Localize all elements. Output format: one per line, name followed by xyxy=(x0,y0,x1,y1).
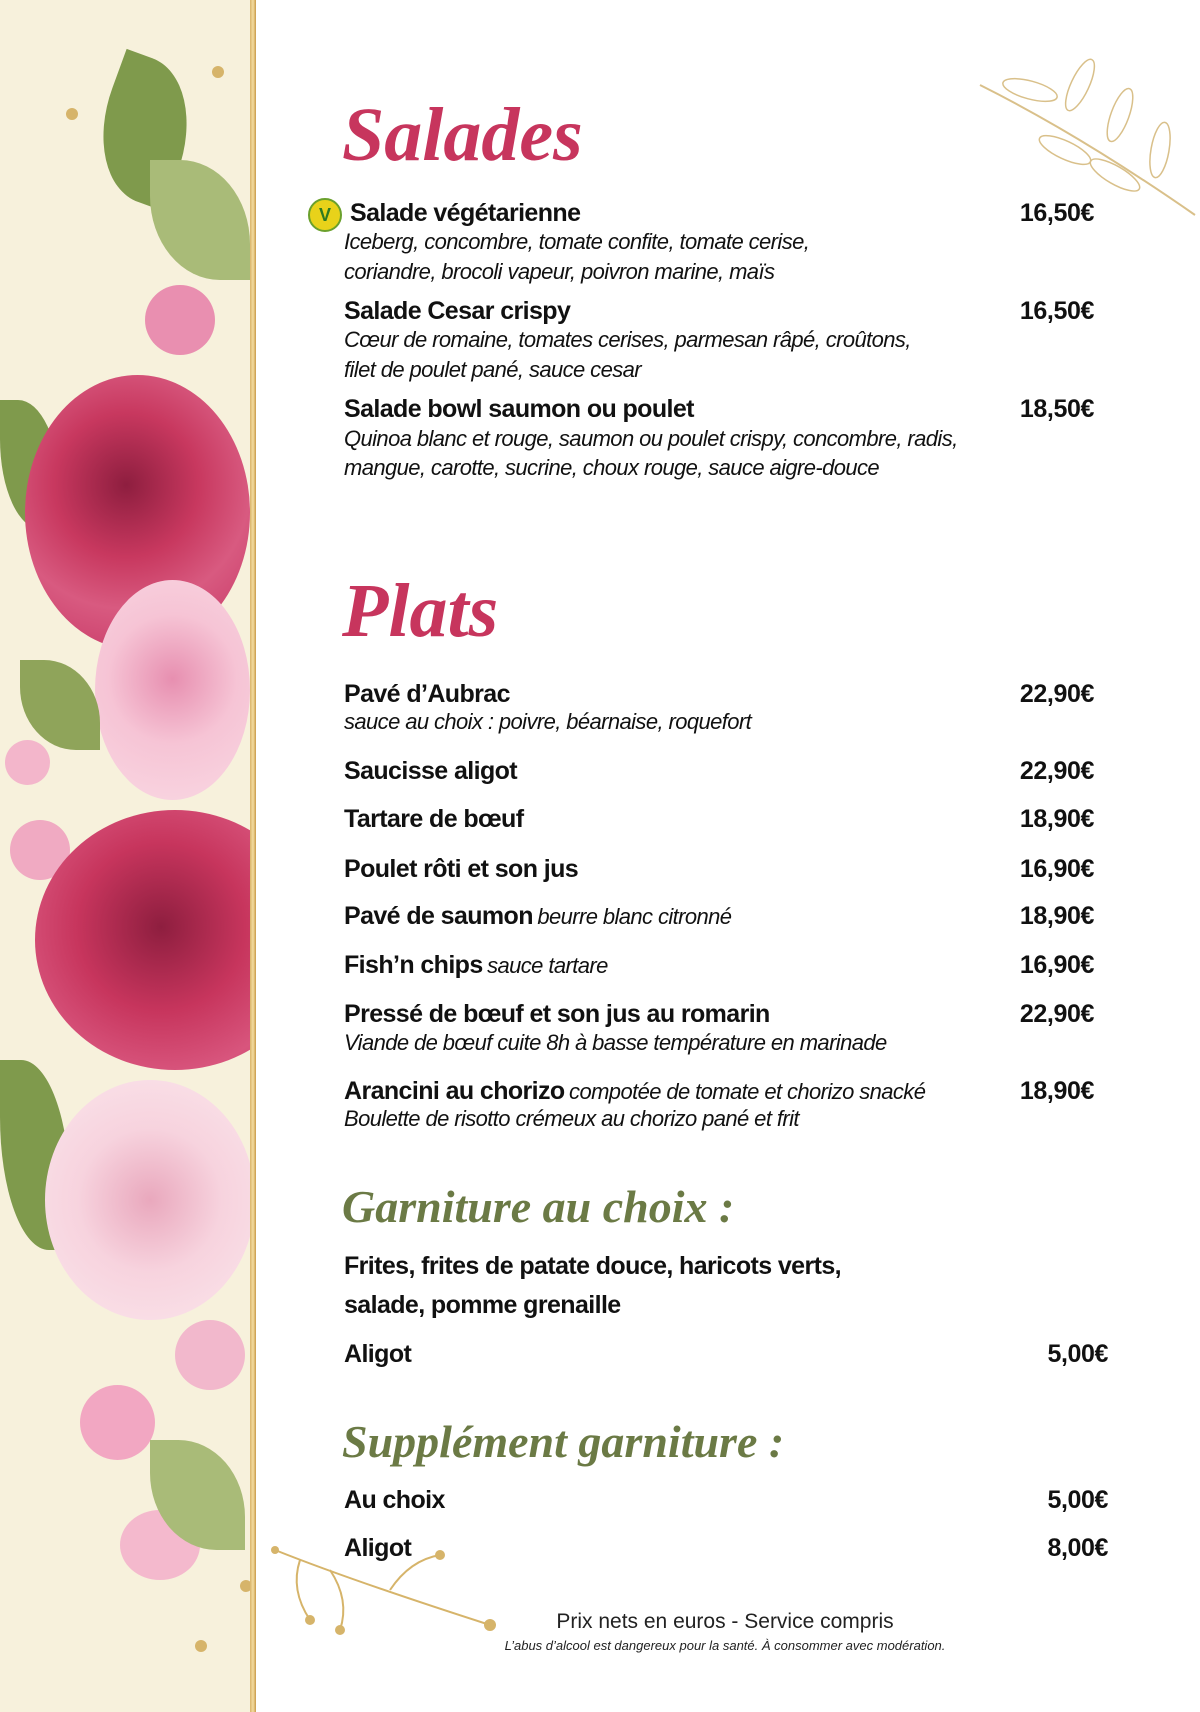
item-price: 22,90€ xyxy=(1019,757,1094,785)
item-description: Quinoa blanc et rouge, saumon ou poulet crispy, concombre, radis, xyxy=(344,426,958,451)
item-name: Aligot xyxy=(344,1534,412,1562)
item-description: mangue, carotte, sucrine, choux rouge, sauce aigre-douce xyxy=(344,455,880,480)
item-description: coriandre, brocoli vapeur, poivron marine, maïs xyxy=(344,259,775,284)
item-description: Cœur de romaine, tomates cerises, parmesan râpé, croûtons, xyxy=(344,327,911,352)
item-name: Poulet rôti et son jus xyxy=(344,855,579,883)
rose-bud-icon xyxy=(145,285,215,355)
item-price: 16,50€ xyxy=(1019,199,1094,227)
footer-alcohol-warning: L’abus d’alcool est dangereux pour la santé. À consommer avec modération. xyxy=(504,1638,946,1653)
item-inline-note: compotée de tomate et chorizo snacké xyxy=(569,1079,926,1104)
item-name: Salade bowl saumon ou poulet xyxy=(344,395,694,423)
item-price: 5,00€ xyxy=(1047,1340,1108,1368)
item-name: Aligot xyxy=(344,1340,412,1368)
menu-item xyxy=(344,295,1094,327)
section-title-salades: Salades xyxy=(342,93,583,177)
item-name: Pavé d’Aubrac xyxy=(344,680,510,708)
item-price: 16,90€ xyxy=(1019,855,1094,883)
item-price: 8,00€ xyxy=(1047,1534,1108,1562)
garniture-line xyxy=(344,1289,1094,1321)
garniture-text: Frites, frites de patate douce, haricots verts, xyxy=(344,1252,841,1280)
menu-item xyxy=(344,678,1094,710)
item-name: Salade Cesar crispy xyxy=(344,297,571,325)
menu-item xyxy=(344,1075,1094,1107)
gold-divider-line xyxy=(250,0,256,1712)
item-name: Salade végétarienne xyxy=(350,199,581,227)
gold-dot xyxy=(66,108,78,120)
menu-item xyxy=(344,998,1094,1030)
menu-item xyxy=(350,197,1094,229)
blossom-icon xyxy=(175,1320,245,1390)
menu-item xyxy=(344,803,1094,835)
item-price: 16,90€ xyxy=(1019,951,1094,979)
item-price: 22,90€ xyxy=(1019,1000,1094,1028)
floral-decoration-panel xyxy=(0,0,250,1712)
item-description: filet de poulet pané, sauce cesar xyxy=(344,357,641,382)
menu-item xyxy=(344,853,1094,885)
leaf-icon xyxy=(20,660,100,750)
menu-item xyxy=(344,1532,1108,1564)
section-title-supplement: Supplément garniture : xyxy=(342,1416,785,1467)
menu-item xyxy=(344,755,1094,787)
item-name: Pressé de bœuf et son jus au romarin xyxy=(344,1000,770,1028)
item-name: Tartare de bœuf xyxy=(344,805,524,833)
item-description: Viande de bœuf cuite 8h à basse température en marinade xyxy=(344,1030,887,1055)
item-price: 22,90€ xyxy=(1019,680,1094,708)
rose-icon xyxy=(45,1080,250,1320)
rose-icon xyxy=(95,580,250,800)
item-price: 18,90€ xyxy=(1019,1077,1094,1105)
item-price: 18,90€ xyxy=(1019,805,1094,833)
item-description: Iceberg, concombre, tomate confite, tomate cerise, xyxy=(344,229,810,254)
item-price: 18,50€ xyxy=(1019,395,1094,423)
item-name: Fish’n chips xyxy=(344,951,483,979)
section-title-garniture: Garniture au choix : xyxy=(342,1181,735,1232)
menu-item xyxy=(344,1338,1108,1370)
item-description: Boulette de risotto crémeux au chorizo pané et frit xyxy=(344,1106,799,1131)
gold-dot xyxy=(212,66,224,78)
item-name: Au choix xyxy=(344,1486,445,1514)
garniture-line xyxy=(344,1250,1094,1282)
item-description: sauce au choix : poivre, béarnaise, roquefort xyxy=(344,709,752,734)
gold-dot xyxy=(240,1580,250,1592)
item-name: Saucisse aligot xyxy=(344,757,518,785)
footer-price-note: Prix nets en euros - Service compris xyxy=(556,1610,894,1633)
item-inline-note: beurre blanc citronné xyxy=(537,904,732,929)
item-inline-note: sauce tartare xyxy=(487,953,608,978)
blossom-icon xyxy=(5,740,50,785)
section-title-plats: Plats xyxy=(342,569,499,653)
vegetarian-icon: V xyxy=(308,198,342,232)
item-name: Arancini au chorizo xyxy=(344,1077,565,1105)
leaf-icon xyxy=(150,160,250,280)
menu-item xyxy=(344,393,1094,425)
item-price: 5,00€ xyxy=(1047,1486,1108,1514)
blossom-icon xyxy=(80,1385,155,1460)
menu-item xyxy=(344,900,1094,932)
menu-item xyxy=(344,949,1094,981)
garniture-text: salade, pomme grenaille xyxy=(344,1291,621,1319)
item-price: 16,50€ xyxy=(1019,297,1094,325)
item-price: 18,90€ xyxy=(1019,902,1094,930)
item-name: Pavé de saumon xyxy=(344,902,533,930)
menu-item xyxy=(344,1484,1108,1516)
